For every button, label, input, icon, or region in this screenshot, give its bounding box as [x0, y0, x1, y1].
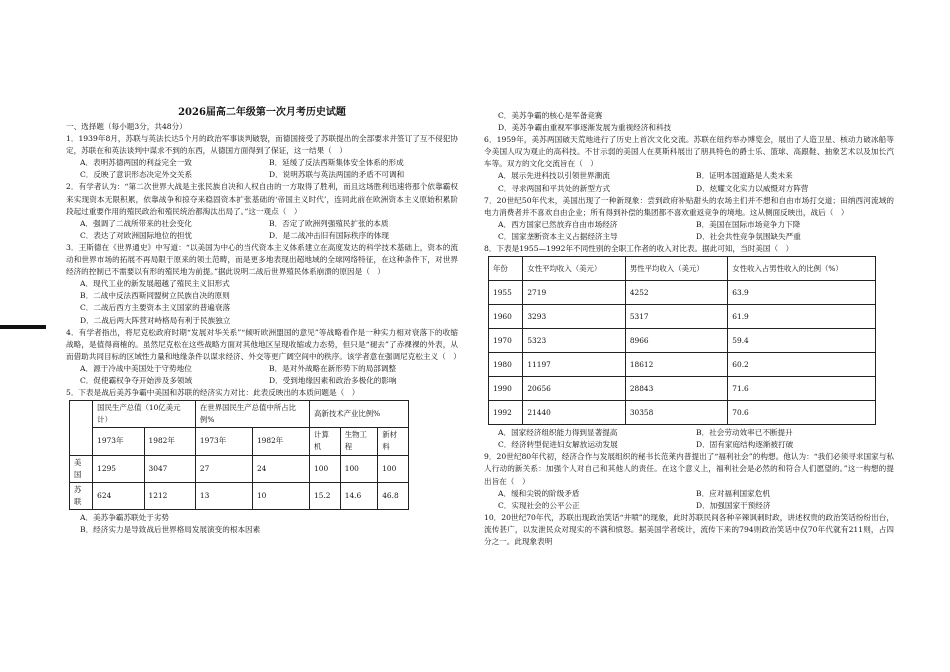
table-cell: 61.9	[728, 305, 876, 329]
table-cell: 30358	[625, 401, 727, 425]
table-row	[489, 377, 876, 401]
table-header-cell: 国民生产总值（10亿美元计）	[93, 401, 196, 428]
option[interactable]: C．促使霸权争夺开始涉及多领域	[80, 375, 193, 385]
table-row	[70, 482, 409, 509]
table-cell: 100	[378, 455, 409, 482]
option[interactable]: A．源于冷战中美国处于守势地位	[80, 363, 192, 373]
option[interactable]: C．表达了对欧洲国际地位的担忧	[80, 230, 193, 240]
table-row	[489, 281, 876, 305]
option[interactable]: A．强调了二战所带来的社会变化	[80, 218, 192, 228]
option-row	[484, 439, 894, 451]
table-cell: 18612	[625, 353, 727, 377]
table-header-cell: 高新技术产业比例%	[310, 401, 409, 428]
table-cell: 1955	[489, 281, 523, 305]
economy-table	[69, 400, 409, 510]
option[interactable]: A．现代工业的新发展超越了殖民主义旧形式	[80, 279, 230, 289]
table-header-cell: 年份	[489, 257, 523, 281]
table-cell: 14.6	[340, 482, 377, 509]
table-cell: 27	[195, 455, 252, 482]
question-stem: 8．下表是1955—1992年不同性别的全职工作者的收入对比表。据此可知，当时美国（ ）	[484, 244, 794, 254]
table-row	[70, 455, 409, 482]
table-header-row	[70, 401, 409, 428]
table-cell: 59.4	[728, 329, 876, 353]
question-stem: 1．1939年8月，苏联与英法长达5个月的政治军事谈判破裂，而德国接受了苏联提出的全部要求并签订了互不侵犯协定，苏联在和英法谈判中谋求不到的东西，从德国方面得到了保证，这一结果（ ）	[66, 134, 458, 156]
option[interactable]: A．缓和尖锐的阶级矛盾	[498, 488, 580, 498]
option-row	[484, 183, 894, 195]
option-row	[66, 218, 458, 230]
table-cell: 60.2	[728, 353, 876, 377]
question-stem: 7．20世纪50年代末，美国出现了一种新现象：尝到政府补贴甜头的农场主们并不想和自由市场打交道；田纳西河流域的电力消费者并不喜欢自由企业；所有得到补偿的集团都不喜欢重返竞争的境地。这从侧面反映出，战后（ ）	[484, 195, 894, 217]
option[interactable]: B．社会劳动效率已不断提升	[696, 428, 793, 438]
table-cell: 4252	[625, 281, 727, 305]
table-header-cell: 新材料	[378, 428, 409, 455]
option[interactable]: B．美国在国际市场竞争力下降	[696, 219, 801, 229]
question-stem: 5．下表是战后美苏争霸中美国和苏联的经济实力对比：此表反映出的本质问题是（ ）	[66, 388, 360, 398]
option-row	[484, 488, 894, 500]
option[interactable]: C．二战后西方主要资本主义国家的普遍衰落	[80, 303, 231, 313]
table-cell: 10	[252, 482, 309, 509]
option-row	[484, 427, 894, 439]
table-row	[489, 305, 876, 329]
option-row	[66, 375, 458, 387]
option[interactable]: D．是二战冲击旧有国际秩序的体现	[269, 230, 389, 240]
option-row	[66, 169, 458, 181]
option[interactable]: D．说明苏联与英法两国的矛盾不可调和	[269, 170, 405, 180]
table-cell: 苏联	[70, 482, 93, 509]
question-stem: 6．1959年，美苏两国破天荒地进行了历史上首次文化交流。苏联在纽约举办博览会，展出了人造卫星、核动力破冰船等令美国人叹为观止的高科技。不甘示弱的美国人在莫斯科展出了朋具特色的爵士乐、篮球、高跟鞋、抽象艺术以及加长汽车等。双方的文化交流旨在（ ）	[484, 135, 894, 169]
table-header-cell: 女性平均收入（美元）	[523, 257, 625, 281]
margin-bar	[0, 325, 46, 329]
option-row	[484, 219, 894, 231]
table-cell: 63.9	[728, 281, 876, 305]
table-cell: 21440	[523, 401, 625, 425]
option[interactable]: D．固有家庭结构逐渐被打破	[696, 440, 794, 450]
option[interactable]: D．二战后两大阵营对峙格局有利于民族独立	[80, 315, 231, 325]
question-stem: 10．20世纪70年代，苏联出现政治笑话“井喷”的现象，此时苏联民间各种辛辣讽刺时政，讲述权贵的政治笑话纷纷出台，流传甚广，以发泄民众对现实的不满和愤怒。据美国学者统计，流传下来的794则政治笑话中仅70年代就有211则，占四分之一。此现象表明	[484, 512, 894, 546]
option[interactable]: A．表明苏德两国的利益完全一致	[80, 158, 192, 168]
option[interactable]: B．否定了欧洲列强殖民扩张的本质	[269, 218, 389, 228]
exam-title: 2026届高二年级第一次月考历史试题	[178, 107, 346, 118]
option-row	[484, 500, 894, 512]
table-header-cell: 生物工程	[340, 428, 377, 455]
table-cell: 1212	[144, 482, 195, 509]
option[interactable]: A．西方国家已然放弃自由市场经济	[498, 219, 618, 229]
table-row	[489, 353, 876, 377]
income-table	[488, 256, 876, 425]
table-cell: 5323	[523, 329, 625, 353]
table-cell: 5317	[625, 305, 727, 329]
table-header-cell: 计算机	[310, 428, 341, 455]
table-cell: 1992	[489, 401, 523, 425]
table-header-cell: 1973年	[195, 428, 252, 455]
table-cell: 46.8	[378, 482, 409, 509]
table-header-cell: 1982年	[252, 428, 309, 455]
table-cell: 100	[310, 455, 341, 482]
option-row	[484, 231, 894, 243]
option[interactable]: B．应对福利国家危机	[696, 488, 770, 498]
option[interactable]: C．国家垄断资本主义占据经济主导	[498, 231, 618, 241]
option[interactable]: C．美苏争霸的核心是军备竞赛	[498, 111, 603, 120]
option[interactable]: C．反映了意识形态决定外交关系	[80, 170, 193, 180]
option[interactable]: D．加强国家干预经济	[696, 500, 771, 510]
table-header-cell: 在世界国民生产总值中所占比例%	[195, 401, 309, 428]
table-cell: 15.2	[310, 482, 341, 509]
option-row	[66, 363, 458, 375]
option[interactable]: C．经济转型促进妇女解放运动发展	[498, 440, 618, 450]
question-stem: 3．王斯德在《世界通史》中写道：“以美国为中心的当代资本主义体系建立在高度发达的科学技术基础上，资本的流动和世界市场的拓展不再局限于原来的领土范畴，而是更多地表现出超地域的全球网络特征，在这种条件下，对世界经济的控制已不需要以有形的殖民地为前提。”据此说明二战后世界殖民体系崩溃的原因是（ ）	[66, 242, 458, 277]
table-cell: 8966	[625, 329, 727, 353]
question-stem: 2．有学者认为：“第二次世界大战是主张民族自决和人权自由的一方取得了胜利，而且这场胜利迅速将那个依靠霸权来实现资本无限积累，依靠战争和掠夺来稳固资本扩张基础的‘帝国主义时代’，连同此前在欧洲资本主义原始积累阶段起过重要作用的殖民政治和殖民统治都淘汰出局了。”这一观点（ ）	[66, 182, 458, 216]
option[interactable]: B．是对外战略在新形势下的局部调整	[269, 363, 397, 373]
table-cell: 2719	[523, 281, 625, 305]
table-cell: 13	[195, 482, 252, 509]
table-cell: 1970	[489, 329, 523, 353]
option[interactable]: B．二战中反法西斯同盟树立民族自决的原则	[80, 291, 230, 301]
option[interactable]: B．经济实力是导致战后世界格局发展演变的根本因素	[80, 525, 261, 534]
table-cell: 美国	[70, 455, 93, 482]
option-row	[66, 157, 458, 169]
section-heading: 一、选择题（每小题3分，共48分）	[66, 122, 187, 131]
table-cell: 100	[340, 455, 377, 482]
table-header-cell: 女性收入占男性收入的比例（%）	[728, 257, 876, 281]
table-cell: 24	[252, 455, 309, 482]
option[interactable]: D．受到地缘因素和政治多极化的影响	[269, 375, 397, 385]
table-header-row	[489, 257, 876, 281]
table-cell: 1990	[489, 377, 523, 401]
table-cell: 11197	[523, 353, 625, 377]
table-cell: 1295	[93, 455, 144, 482]
table-cell: 3047	[144, 455, 195, 482]
option[interactable]: A．展示先进科技以引领世界潮流	[498, 171, 610, 181]
option[interactable]: C．寻求两国和平共处的新型方式	[498, 183, 611, 193]
question-stem: 4．有学者指出，将尼克松政府时期“发展对华关系”“倾听欧洲盟国的意见”等战略看作是一种实力相对衰落下的收缩战略，是值得商榷的。虽然尼克松在这些战略方面对其他地区呈现收缩或力态势，但只是“褪去”了赤裸裸的外表，从而借助共同目标的区域性力量和地缘条件以谋求经济、外交等更广阔空间中的秩序。该学者意在强调尼克松主义（ ）	[66, 327, 461, 361]
option[interactable]: A．国家经济组织能力得到显著提高	[498, 428, 618, 438]
table-header-cell	[70, 401, 93, 455]
table-header-cell: 1982年	[144, 428, 195, 455]
table-cell: 1980	[489, 353, 523, 377]
table-header-cell: 男性平均收入（美元）	[625, 257, 727, 281]
table-cell: 28843	[625, 377, 727, 401]
right-column	[484, 110, 894, 548]
table-cell: 20656	[523, 377, 625, 401]
table-cell: 70.6	[728, 401, 876, 425]
table-cell: 624	[93, 482, 144, 509]
option-row	[66, 230, 458, 242]
option[interactable]: B．证明本国道路是人类未来	[696, 171, 793, 181]
option-row	[484, 170, 894, 182]
option[interactable]: C．实现社会的公平公正	[498, 500, 580, 510]
table-cell: 1960	[489, 305, 523, 329]
table-header-row	[70, 428, 409, 455]
option[interactable]: D．美苏争霸由重视军事逐渐发展为重视经济和科技	[498, 123, 672, 133]
option[interactable]: B．延缓了反法西斯集体安全体系的形成	[269, 158, 404, 168]
option[interactable]: D．炫耀文化实力以威慑对方阵营	[696, 183, 809, 193]
table-row	[489, 329, 876, 353]
option[interactable]: D．社会共性竞争氛围缺失严重	[696, 231, 801, 241]
table-cell: 71.6	[728, 377, 876, 401]
question-stem: 9．20世纪80年代初，经济合作与发展组织的秘书长范莱内普提出了“福利社会”的构想。他认为：“我们必须寻求国家与私人行动的新关系：加强个人对自己和其他人的责任。在这个意义上，福利社会是必然的和符合人们愿望的。”这一构想的提出旨在（ ）	[484, 452, 894, 486]
table-header-cell: 1973年	[93, 428, 144, 455]
table-row	[489, 401, 876, 425]
left-column	[66, 106, 461, 536]
option[interactable]: A．美苏争霸苏联处于劣势	[80, 512, 170, 522]
table-cell: 3293	[523, 305, 625, 329]
